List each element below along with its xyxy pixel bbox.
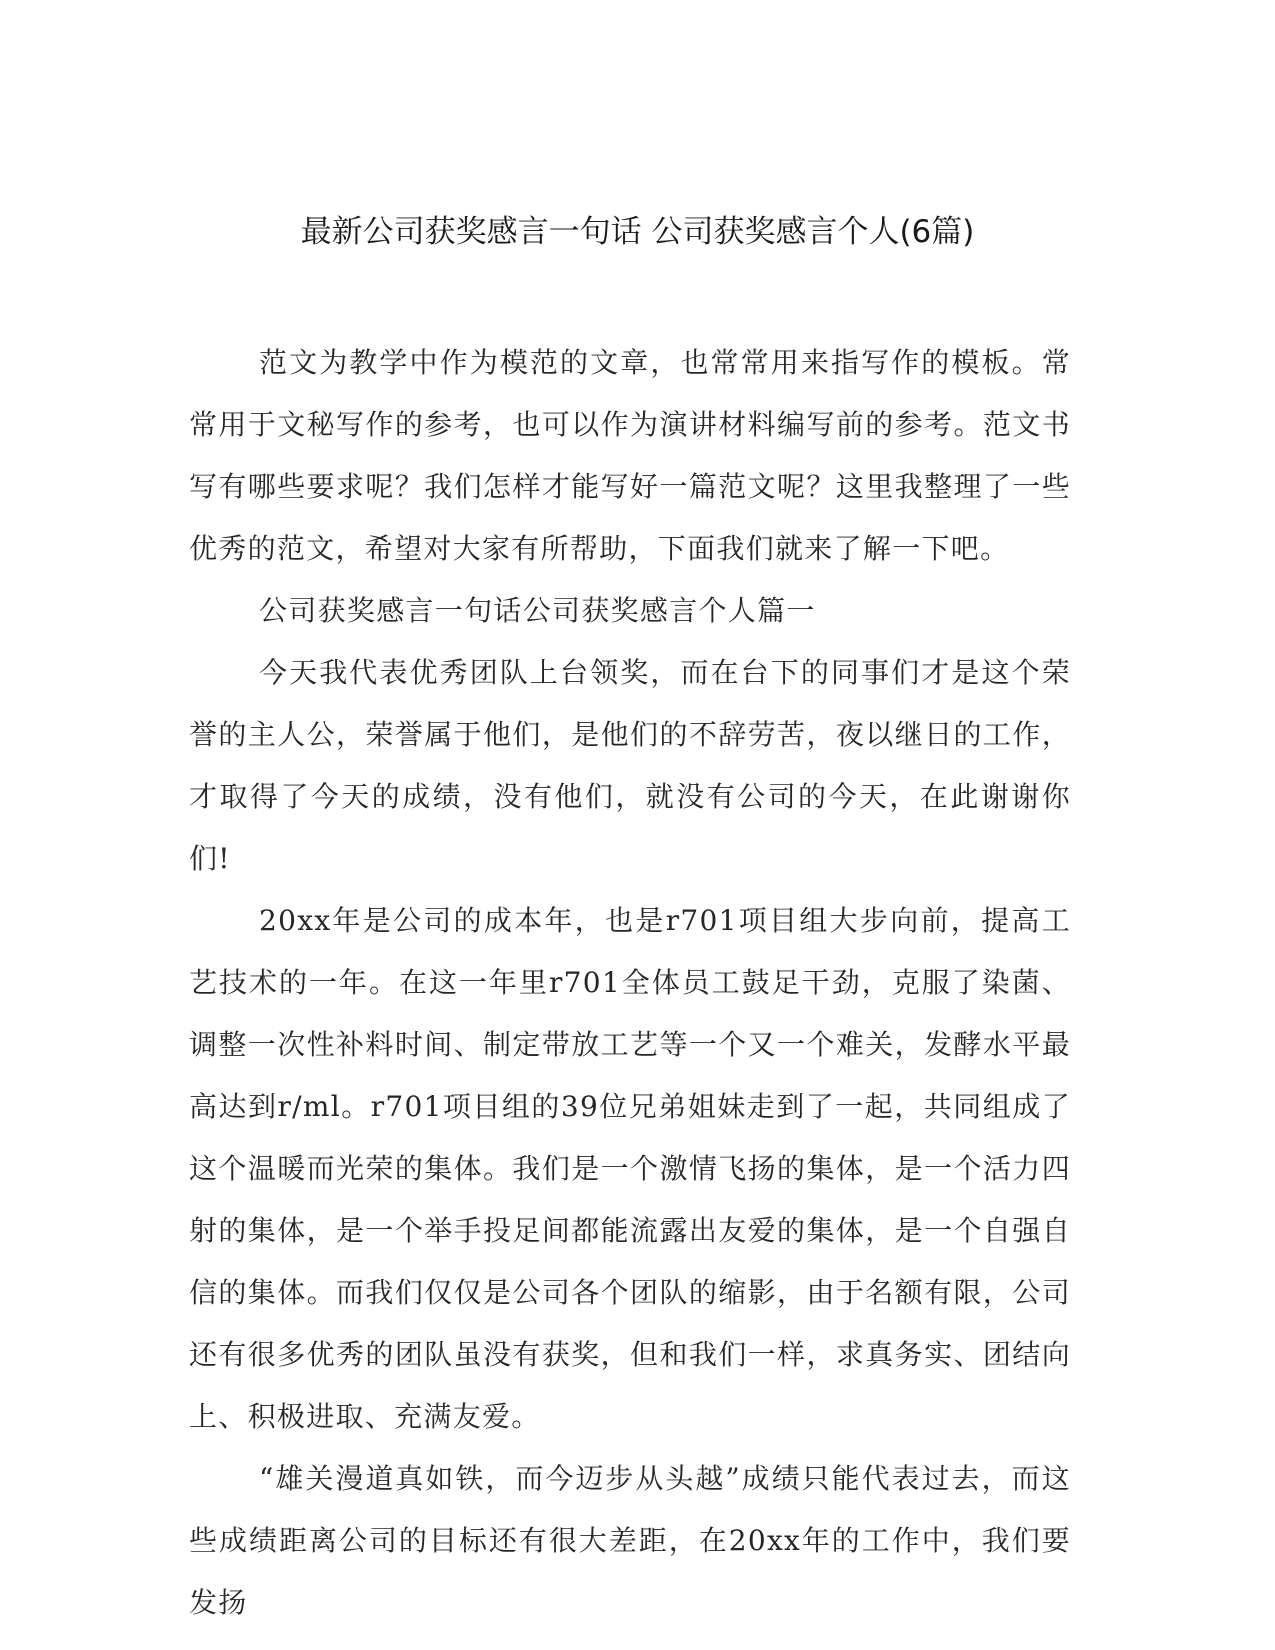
body-paragraph: 20xx年是公司的成本年，也是r701项目组大步向前，提高工艺技术的一年。在这一年里r701全体员工鼓足干劲，克服了染菌、调整一次性补料时间、制定带放工艺等一个又一个难关，发酵水平最高达到r/ml。r701项目组的39位兄弟姐妹走到了一起，共同组成了这个温暖而光荣的集体。我们是一个激情飞扬的集体，是一个活力四射的集体，是一个举手投足间都能流露出友爱的集体，是一个自强自信的集体。而我们仅仅是公司各个团队的缩影，由于名额有限，公司还有很多优秀的团队虽没有获奖，但和我们一样，求真务实、团结向上、积极进取、充满友爱。 [189,904,1071,1433]
document-title: 最新公司获奖感言一句话 公司获奖感言个人(6篇) [300,214,975,250]
body-paragraph: 今天我代表优秀团队上台领奖，而在台下的同事们才是这个荣誉的主人公，荣誉属于他们，是他们的不辞劳苦，夜以继日的工作，才取得了今天的成绩，没有他们，就没有公司的今天，在此谢谢你们! [189,656,1071,875]
document-body [189,332,1071,1634]
body-paragraph: “雄关漫道真如铁，而今迈步从头越”成绩只能代表过去，而这些成绩距离公司的目标还有很大差距，在20xx年的工作中，我们要发扬 [189,1462,1071,1619]
intro-paragraph: 范文为教学中作为模范的文章，也常常用来指写作的模板。常常用于文秘写作的参考，也可以作为演讲材料编写前的参考。范文书写有哪些要求呢？我们怎样才能写好一篇范文呢？这里我整理了一些优秀的范文，希望对大家有所帮助，下面我们就来了解一下吧。 [189,346,1071,565]
section-heading: 公司获奖感言一句话公司获奖感言个人篇一 [259,594,816,627]
